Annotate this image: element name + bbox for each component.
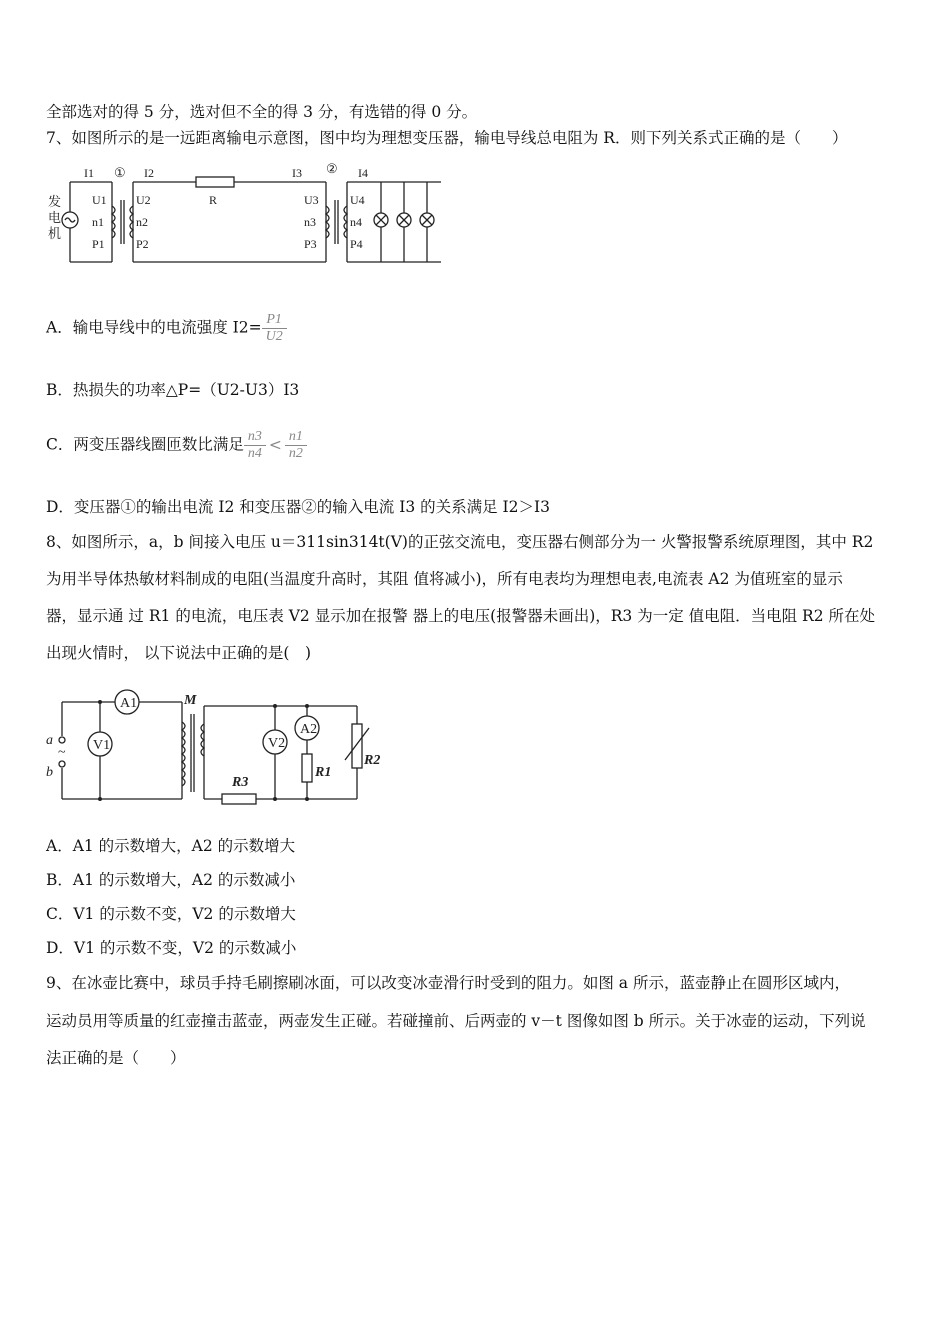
intro-text: 全部选对的得 5 分，选对但不全的得 3 分，有选错的得 0 分。 — [46, 103, 478, 121]
q9-stem-line-2: 运动员用等质量的红壶撞击蓝壶，两壶发生正碰。若碰撞前、后两壶的 v－t 图像如图 b 所示。关于冰壶的运动，下列说 — [46, 1012, 866, 1030]
label-R3: R3 — [232, 775, 249, 790]
q7-transmission-diagram — [46, 162, 446, 267]
generator-label-3: 机 — [48, 226, 62, 241]
label-transformer-2: ② — [326, 162, 338, 176]
q9-stem-line-1: 9、在冰壶比赛中，球员手持毛刷擦刷冰面，可以改变冰壶滑行时受到的阻力。如图 a 所示，蓝壶静止在圆形区域内， — [46, 974, 850, 992]
q7-option-c — [46, 429, 307, 462]
q8-stem-line-4: 出现火情时， 以下说法中正确的是( ) — [46, 644, 312, 662]
q8-option-c: C．V1 的示数不变，V2 的示数增大 — [46, 905, 296, 923]
q8-option-b: B．A1 的示数增大，A2 的示数减小 — [46, 871, 296, 889]
label-I2: I2 — [144, 166, 154, 180]
q9-stem-line-3: 法正确的是（ ） — [46, 1049, 186, 1067]
label-n1: n1 — [92, 215, 104, 229]
q8-stem-line-1: 8、如图所示，a，b 间接入电压 u＝311sin314t(V)的正弦交流电，变压器右侧部分为一 火警报警系统原理图，其中 R2 — [46, 533, 874, 551]
label-U3: U3 — [304, 193, 319, 207]
meter-A1: A1 — [120, 696, 138, 711]
q8-fire-alarm-circuit — [42, 684, 387, 809]
label-P3: P3 — [304, 237, 317, 251]
q8-stem-line-3: 器，显示通 过 R1 的电流，电压表 V2 显示加在报警 器上的电压(报警器未画出)，R3 为一定 值电阻．当电阻 R2 所在处 — [46, 607, 876, 625]
generator-label-1: 发 — [48, 194, 62, 209]
q7-option-c-fraction-2 — [285, 429, 307, 462]
q7-option-c-f2-numerator: n1 — [288, 429, 303, 444]
label-R2: R2 — [364, 753, 381, 768]
q7-option-b: B．热损失的功率△P=（U2-U3）I3 — [46, 381, 300, 399]
q7-option-c-f1-numerator: n3 — [247, 429, 262, 444]
label-I1: I1 — [84, 166, 94, 180]
q8-option-d: D．V1 的示数不变，V2 的示数减小 — [46, 939, 297, 957]
q7-option-c-operator: < — [268, 435, 282, 454]
label-n4: n4 — [350, 215, 362, 229]
q7-option-a — [46, 312, 287, 345]
label-P4: P4 — [350, 237, 363, 251]
label-I3: I3 — [292, 166, 302, 180]
q7-option-c-f2-denominator: n2 — [285, 445, 307, 462]
label-transformer-1: ① — [114, 165, 126, 180]
meter-A2: A2 — [300, 722, 318, 737]
label-U1: U1 — [92, 193, 107, 207]
q7-option-a-numerator: P1 — [266, 312, 282, 327]
q7-option-c-fraction-1 — [244, 429, 266, 462]
meter-V1: V1 — [93, 738, 111, 753]
label-tilde: ~ — [58, 745, 66, 760]
q7-option-a-denominator: U2 — [262, 328, 287, 345]
label-P1: P1 — [92, 237, 105, 251]
q7-stem: 7、如图所示的是一远距离输电示意图，图中均为理想变压器，输电导线总电阻为 R．则下列关系式正确的是（ ） — [46, 129, 848, 147]
label-a: a — [46, 733, 53, 748]
meter-V2: V2 — [268, 736, 286, 751]
q7-option-c-f1-denominator: n4 — [244, 445, 266, 462]
q7-option-a-fraction — [262, 312, 287, 345]
q7-option-c-text: C．两变压器线圈匝数比满足 — [46, 435, 244, 454]
label-M: M — [184, 693, 197, 708]
q8-stem-line-2: 为用半导体热敏材料制成的电阻(当温度升高时，其阻 值将减小)，所有电表均为理想电表,电流表 A2 为值班室的显示 — [46, 570, 843, 588]
q7-option-a-text: A．输电导线中的电流强度 I2= — [46, 318, 262, 337]
label-U4: U4 — [350, 193, 365, 207]
label-R: R — [209, 193, 218, 207]
label-U2: U2 — [136, 193, 151, 207]
label-P2: P2 — [136, 237, 149, 251]
label-I4: I4 — [358, 166, 368, 180]
label-R1: R1 — [315, 765, 332, 780]
q7-option-d: D．变压器①的输出电流 I2 和变压器②的输入电流 I3 的关系满足 I2＞I3 — [46, 498, 551, 516]
generator-label-2: 电 — [48, 210, 62, 225]
label-n2: n2 — [136, 215, 148, 229]
label-n3: n3 — [304, 215, 316, 229]
label-b: b — [46, 765, 53, 780]
q8-option-a: A．A1 的示数增大，A2 的示数增大 — [46, 837, 296, 855]
